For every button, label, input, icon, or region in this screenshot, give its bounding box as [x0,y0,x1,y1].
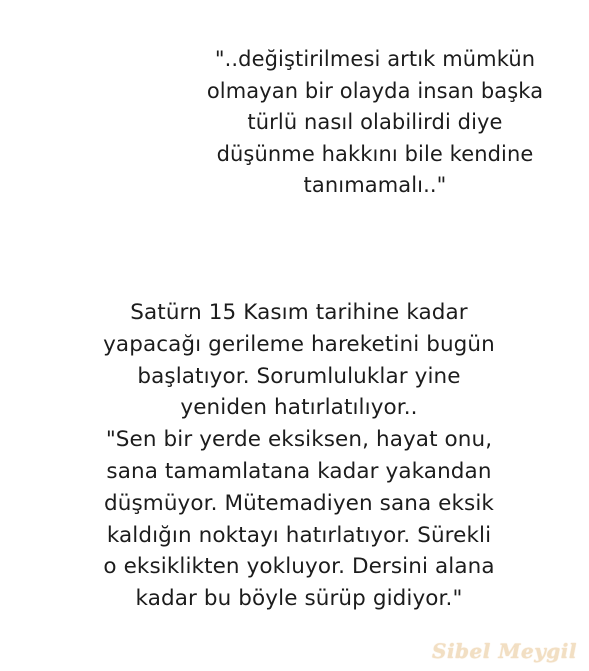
quote-line: olmayan bir olayda insan başka [206,78,544,103]
quote-line: "..değiştirilmesi artık mümkün [214,47,536,71]
body-line: yeniden hatırlatılıyor.. [180,395,418,421]
signature-watermark: Sibel Meygil [432,639,577,663]
body-line: kadar bu böyle sürüp gidiyor." [135,586,463,612]
quote-line: tanımamalı.." [303,173,447,197]
body-line: "Sen bir yerde eksiksen, hayat onu, [105,427,493,453]
body-line: başlatıyor. Sorumluluklar yine [137,363,461,389]
body-line: sana tamamlatana kadar yakandan [106,458,492,484]
body-line: yapacağı gerileme hareketini bugün [103,331,495,357]
body-line: o eksiklikten yokluyor. Dersini alana [103,554,495,580]
body-line: Satürn 15 Kasım tarihine kadar [130,300,468,325]
body-text-block [78,297,520,615]
quote-line: türlü nasıl olabilirdi diye [247,110,503,134]
quote-line: düşünme hakkını bile kendine [216,141,534,166]
body-line: düşmüyor. Mütemadiyen sana eksik [104,490,494,516]
body-line: kaldığın noktayı hatırlatıyor. Sürekli [106,522,492,548]
quote-block [190,44,560,202]
